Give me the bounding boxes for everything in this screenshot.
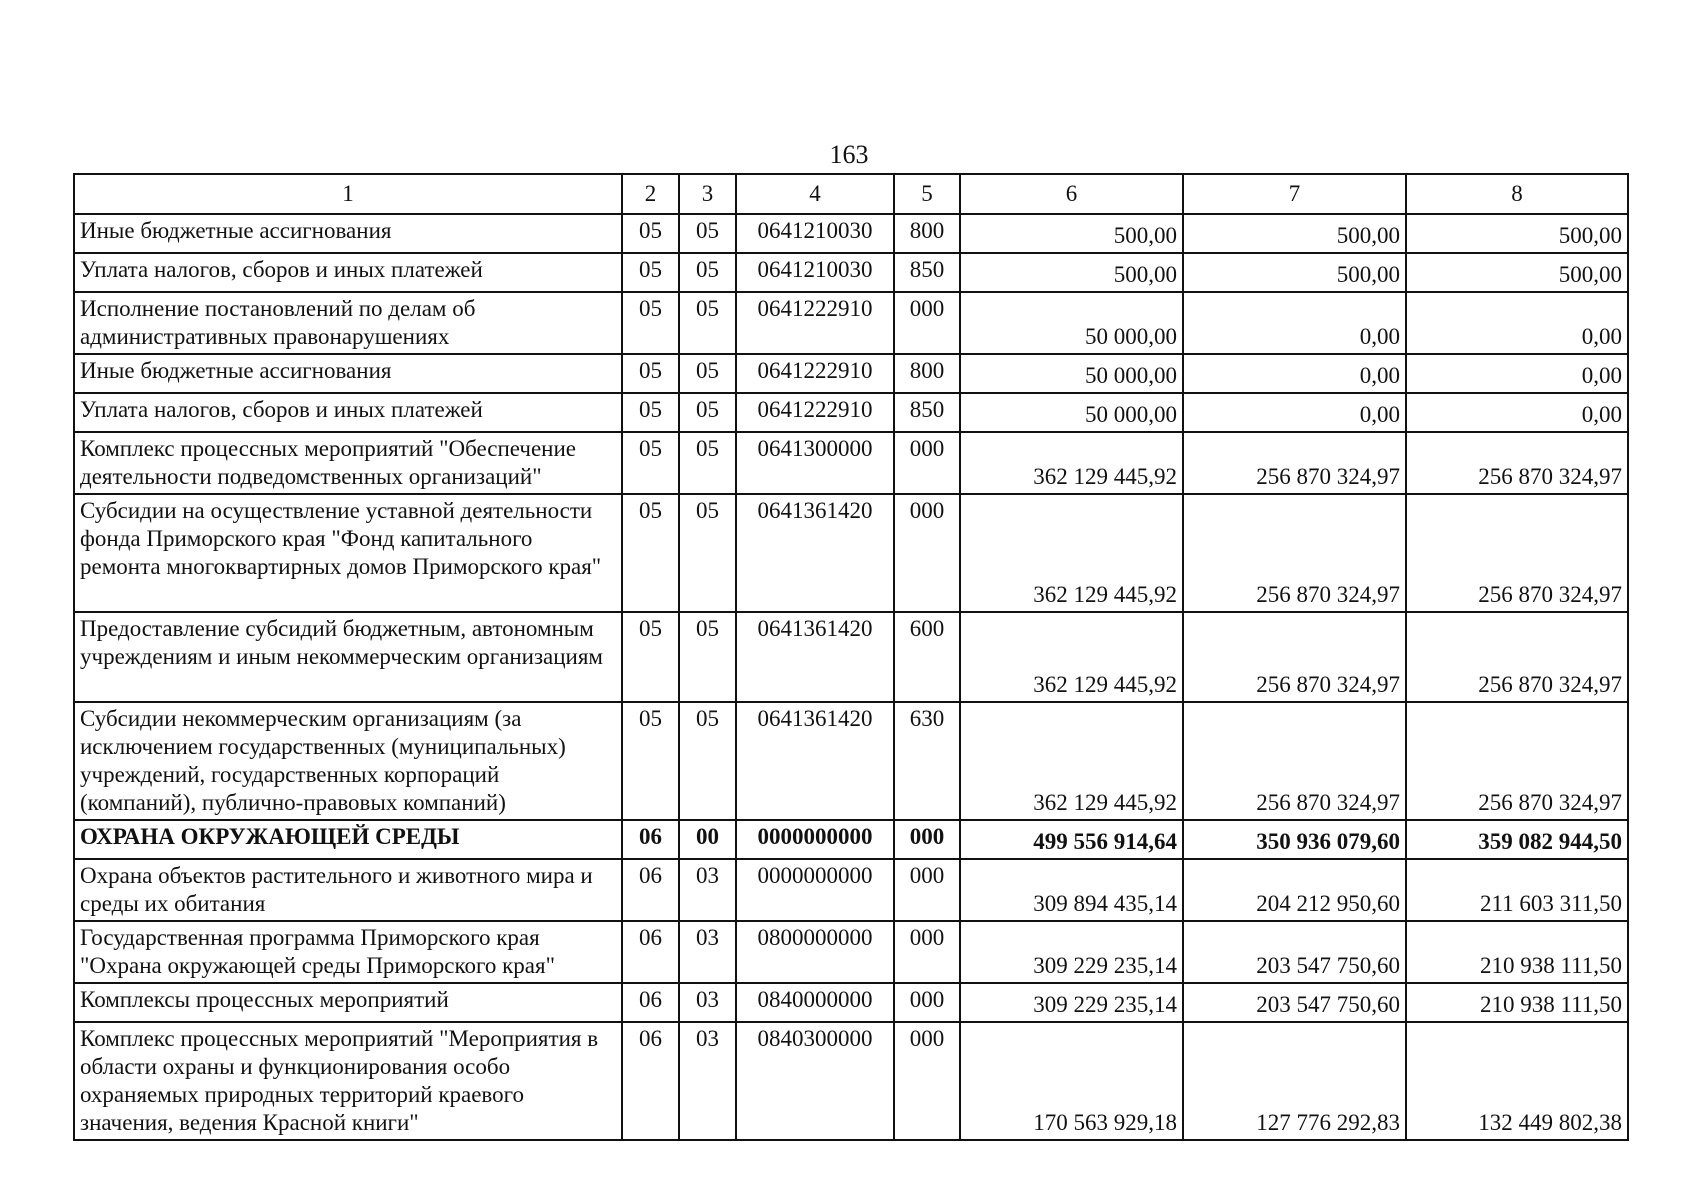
row-expense-type: 000 [894, 1022, 960, 1140]
row-expense-type: 000 [894, 494, 960, 612]
row-target-code: 0641361420 [736, 494, 894, 612]
row-section: 05 [622, 292, 679, 354]
row-subsection: 03 [679, 859, 736, 921]
row-expense-type: 630 [894, 702, 960, 820]
table-row-section-total [74, 820, 1628, 859]
table-row [74, 702, 1628, 820]
row-subsection: 05 [679, 702, 736, 820]
row-amount-col7: 500,00 [1183, 253, 1406, 292]
row-amount-col8: 211 603 311,50 [1406, 859, 1628, 921]
row-section: 06 [622, 1022, 679, 1140]
row-expense-type: 600 [894, 612, 960, 702]
row-amount-col6: 170 563 929,18 [960, 1022, 1183, 1140]
table-row [74, 253, 1628, 292]
row-name: Иные бюджетные ассигнования [74, 354, 622, 393]
row-expense-type: 800 [894, 354, 960, 393]
row-name: Субсидии некоммерческим организациям (за исключением государственных (муниципальных) учреждений, государственных корпораций (компаний), публично-правовых компаний) [74, 702, 622, 820]
row-amount-col6: 50 000,00 [960, 393, 1183, 432]
row-amount-col7: 203 547 750,60 [1183, 983, 1406, 1022]
row-expense-type: 000 [894, 859, 960, 921]
row-amount-col7: 500,00 [1183, 214, 1406, 253]
row-subsection: 05 [679, 354, 736, 393]
row-amount-col6: 50 000,00 [960, 292, 1183, 354]
row-amount-col8: 256 870 324,97 [1406, 702, 1628, 820]
row-amount-col6: 309 894 435,14 [960, 859, 1183, 921]
table-row [74, 354, 1628, 393]
row-section: 06 [622, 921, 679, 983]
column-header: 8 [1406, 174, 1628, 214]
row-target-code: 0641222910 [736, 292, 894, 354]
row-amount-col7: 256 870 324,97 [1183, 494, 1406, 612]
row-amount-col8: 256 870 324,97 [1406, 612, 1628, 702]
row-amount-col8: 0,00 [1406, 354, 1628, 393]
row-section: 05 [622, 612, 679, 702]
row-target-code: 0641361420 [736, 702, 894, 820]
row-amount-col6: 500,00 [960, 214, 1183, 253]
row-section: 05 [622, 253, 679, 292]
row-target-code: 0840000000 [736, 983, 894, 1022]
row-amount-col7: 350 936 079,60 [1183, 820, 1406, 859]
row-amount-col7: 203 547 750,60 [1183, 921, 1406, 983]
row-expense-type: 000 [894, 292, 960, 354]
row-target-code: 0641222910 [736, 393, 894, 432]
row-expense-type: 000 [894, 983, 960, 1022]
column-header: 6 [960, 174, 1183, 214]
row-name: Субсидии на осуществление уставной деятельности фонда Приморского края "Фонд капитального ремонта многоквартирных домов Приморского края" [74, 494, 622, 612]
table-row [74, 612, 1628, 702]
row-subsection: 05 [679, 393, 736, 432]
row-subsection: 05 [679, 253, 736, 292]
table-row [74, 214, 1628, 253]
row-name: Комплекс процессных мероприятий "Обеспечение деятельности подведомственных организаций" [74, 432, 622, 494]
row-amount-col7: 256 870 324,97 [1183, 612, 1406, 702]
row-name: Комплексы процессных мероприятий [74, 983, 622, 1022]
row-section: 05 [622, 393, 679, 432]
row-amount-col8: 256 870 324,97 [1406, 432, 1628, 494]
row-expense-type: 850 [894, 393, 960, 432]
table-row [74, 393, 1628, 432]
row-target-code: 0641300000 [736, 432, 894, 494]
column-header: 4 [736, 174, 894, 214]
row-target-code: 0800000000 [736, 921, 894, 983]
row-amount-col8: 0,00 [1406, 393, 1628, 432]
row-target-code: 0641210030 [736, 253, 894, 292]
page-number: 163 [829, 140, 869, 169]
row-amount-col7: 127 776 292,83 [1183, 1022, 1406, 1140]
row-section: 06 [622, 820, 679, 859]
row-amount-col6: 500,00 [960, 253, 1183, 292]
column-header: 3 [679, 174, 736, 214]
row-section: 05 [622, 354, 679, 393]
row-name: Охрана объектов растительного и животного мира и среды их обитания [74, 859, 622, 921]
row-subsection: 05 [679, 494, 736, 612]
row-name: Государственная программа Приморского края "Охрана окружающей среды Приморского края" [74, 921, 622, 983]
row-expense-type: 800 [894, 214, 960, 253]
row-name: ОХРАНА ОКРУЖАЮЩЕЙ СРЕДЫ [74, 820, 622, 859]
column-header: 1 [74, 174, 622, 214]
row-target-code: 0840300000 [736, 1022, 894, 1140]
row-amount-col8: 500,00 [1406, 214, 1628, 253]
row-amount-col7: 256 870 324,97 [1183, 432, 1406, 494]
table-row [74, 494, 1628, 612]
row-amount-col6: 362 129 445,92 [960, 494, 1183, 612]
row-expense-type: 000 [894, 921, 960, 983]
row-subsection: 05 [679, 214, 736, 253]
row-target-code: 0641210030 [736, 214, 894, 253]
row-section: 05 [622, 432, 679, 494]
row-name: Иные бюджетные ассигнования [74, 214, 622, 253]
table-row [74, 983, 1628, 1022]
row-target-code: 0000000000 [736, 820, 894, 859]
row-amount-col8: 210 938 111,50 [1406, 983, 1628, 1022]
row-name: Комплекс процессных мероприятий "Мероприятия в области охраны и функционирования особо охраняемых природных территорий краевого значения, ведения Красной книги" [74, 1022, 622, 1140]
row-subsection: 05 [679, 432, 736, 494]
row-subsection: 03 [679, 921, 736, 983]
row-name: Предоставление субсидий бюджетным, автономным учреждениям и иным некоммерческим организациям [74, 612, 622, 702]
row-section: 06 [622, 859, 679, 921]
table-row [74, 432, 1628, 494]
table-row [74, 1022, 1628, 1140]
row-subsection: 05 [679, 292, 736, 354]
row-expense-type: 850 [894, 253, 960, 292]
row-amount-col8: 500,00 [1406, 253, 1628, 292]
row-amount-col6: 309 229 235,14 [960, 921, 1183, 983]
row-subsection: 03 [679, 983, 736, 1022]
row-amount-col8: 132 449 802,38 [1406, 1022, 1628, 1140]
row-amount-col8: 256 870 324,97 [1406, 494, 1628, 612]
row-amount-col7: 0,00 [1183, 393, 1406, 432]
row-amount-col6: 362 129 445,92 [960, 702, 1183, 820]
row-section: 06 [622, 983, 679, 1022]
row-amount-col7: 204 212 950,60 [1183, 859, 1406, 921]
row-expense-type: 000 [894, 820, 960, 859]
row-amount-col7: 0,00 [1183, 354, 1406, 393]
column-header: 7 [1183, 174, 1406, 214]
row-amount-col6: 499 556 914,64 [960, 820, 1183, 859]
row-name: Исполнение постановлений по делам об административных правонарушениях [74, 292, 622, 354]
row-amount-col6: 50 000,00 [960, 354, 1183, 393]
row-amount-col8: 210 938 111,50 [1406, 921, 1628, 983]
row-name: Уплата налогов, сборов и иных платежей [74, 393, 622, 432]
row-subsection: 03 [679, 1022, 736, 1140]
row-subsection: 05 [679, 612, 736, 702]
row-name: Уплата налогов, сборов и иных платежей [74, 253, 622, 292]
row-expense-type: 000 [894, 432, 960, 494]
table-row [74, 292, 1628, 354]
row-target-code: 0000000000 [736, 859, 894, 921]
table-row [74, 859, 1628, 921]
row-section: 05 [622, 214, 679, 253]
column-header: 5 [894, 174, 960, 214]
row-amount-col6: 362 129 445,92 [960, 432, 1183, 494]
column-header: 2 [622, 174, 679, 214]
table-row [74, 921, 1628, 983]
row-amount-col8: 0,00 [1406, 292, 1628, 354]
table-header-row [74, 174, 1628, 214]
row-amount-col7: 256 870 324,97 [1183, 702, 1406, 820]
row-amount-col8: 359 082 944,50 [1406, 820, 1628, 859]
row-target-code: 0641361420 [736, 612, 894, 702]
row-subsection: 00 [679, 820, 736, 859]
row-amount-col6: 309 229 235,14 [960, 983, 1183, 1022]
row-section: 05 [622, 702, 679, 820]
row-target-code: 0641222910 [736, 354, 894, 393]
row-section: 05 [622, 494, 679, 612]
row-amount-col7: 0,00 [1183, 292, 1406, 354]
row-amount-col6: 362 129 445,92 [960, 612, 1183, 702]
budget-table [73, 173, 1629, 1141]
